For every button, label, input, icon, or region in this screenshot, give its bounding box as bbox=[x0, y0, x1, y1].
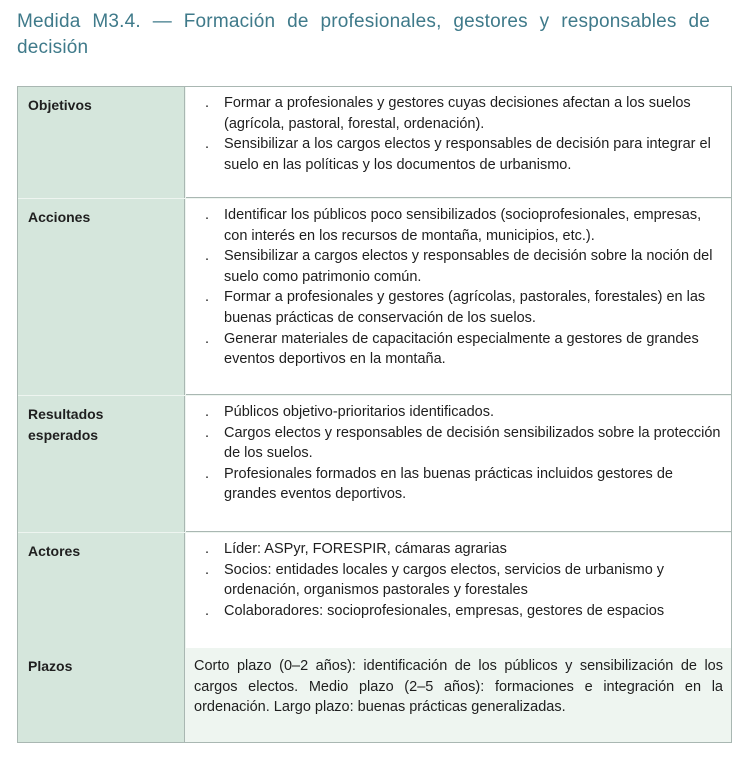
list-item: . Socios: entidades locales y cargos electos, servicios de urbanismo y ordenación, organismos pastorales y forestales bbox=[194, 560, 723, 601]
bullet-icon: . bbox=[204, 289, 210, 306]
bullet-icon: . bbox=[204, 136, 210, 153]
bullet-icon: . bbox=[204, 424, 210, 441]
measure-table bbox=[17, 86, 732, 743]
table-row-actores bbox=[18, 533, 731, 648]
list-item: . Profesionales formados en las buenas prácticas incluidos gestores de grandes eventos deportivos. bbox=[194, 464, 723, 505]
bullet-icon: . bbox=[204, 602, 210, 619]
row-label: Resultados esperados bbox=[18, 396, 185, 532]
row-content bbox=[186, 396, 731, 532]
table-row-resultados bbox=[18, 396, 731, 532]
bullet-icon: . bbox=[204, 95, 210, 111]
bullet-icon: . bbox=[204, 330, 210, 347]
row-content bbox=[186, 199, 731, 395]
row-label: Objetivos bbox=[18, 87, 185, 198]
table-row-acciones bbox=[18, 199, 731, 395]
list-item: . Sensibilizar a cargos electos y responsables de decisión sobre la noción del suelo como patrimonio común. bbox=[194, 246, 723, 287]
row-content bbox=[186, 87, 731, 198]
row-content bbox=[186, 648, 731, 742]
bullet-icon: . bbox=[204, 248, 210, 265]
list-item: . Formar a profesionales y gestores cuyas decisiones afectan a los suelos (agrícola, pastoral, forestal, ordenación). bbox=[194, 93, 723, 134]
bullet-icon: . bbox=[204, 404, 210, 420]
row-label: Actores bbox=[18, 533, 185, 648]
bullet-icon: . bbox=[204, 561, 210, 578]
table-row-objetivos bbox=[18, 87, 731, 198]
row-label: Plazos bbox=[18, 648, 185, 742]
list-item: . Sensibilizar a los cargos electos y responsables de decisión para integrar el suelo en las políticas y los documentos de urbanismo. bbox=[194, 134, 723, 175]
list-item: . Cargos electos y responsables de decisión sensibilizados sobre la protección de los suelos. bbox=[194, 423, 723, 464]
plazos-text: Corto plazo (0–2 años): identificación de los públicos y sensibilización de los cargos electos. Medio plazo (2–5 años): formaciones e integración en la ordenación. Largo plazo: buenas prácticas generalizadas. bbox=[194, 658, 723, 716]
bullet-icon: . bbox=[204, 465, 210, 482]
row-label: Acciones bbox=[18, 199, 185, 395]
measure-title: Medida M3.4. — Formación de profesionales, gestores y responsables de decisión bbox=[17, 11, 710, 58]
list-item: . Identificar los públicos poco sensibilizados (socioprofesionales, empresas, con interés en los recursos de montaña, municipios, etc.). bbox=[194, 205, 723, 246]
list-item: . Líder: ASPyr, FORESPIR, cámaras agrarias bbox=[194, 539, 723, 560]
row-content bbox=[186, 533, 731, 648]
list-item: . Públicos objetivo-prioritarios identificados. bbox=[194, 402, 723, 423]
list-item: . Colaboradores: socioprofesionales, empresas, gestores de espacios bbox=[194, 601, 723, 622]
bullet-icon: . bbox=[204, 207, 210, 223]
bullet-icon: . bbox=[204, 541, 210, 557]
list-item: . Generar materiales de capacitación especialmente a gestores de grandes eventos deportivos en la montaña. bbox=[194, 329, 723, 370]
table-row-plazos bbox=[18, 648, 731, 742]
list-item: . Formar a profesionales y gestores (agrícolas, pastorales, forestales) en las buenas prácticas de conservación de los suelos. bbox=[194, 287, 723, 328]
